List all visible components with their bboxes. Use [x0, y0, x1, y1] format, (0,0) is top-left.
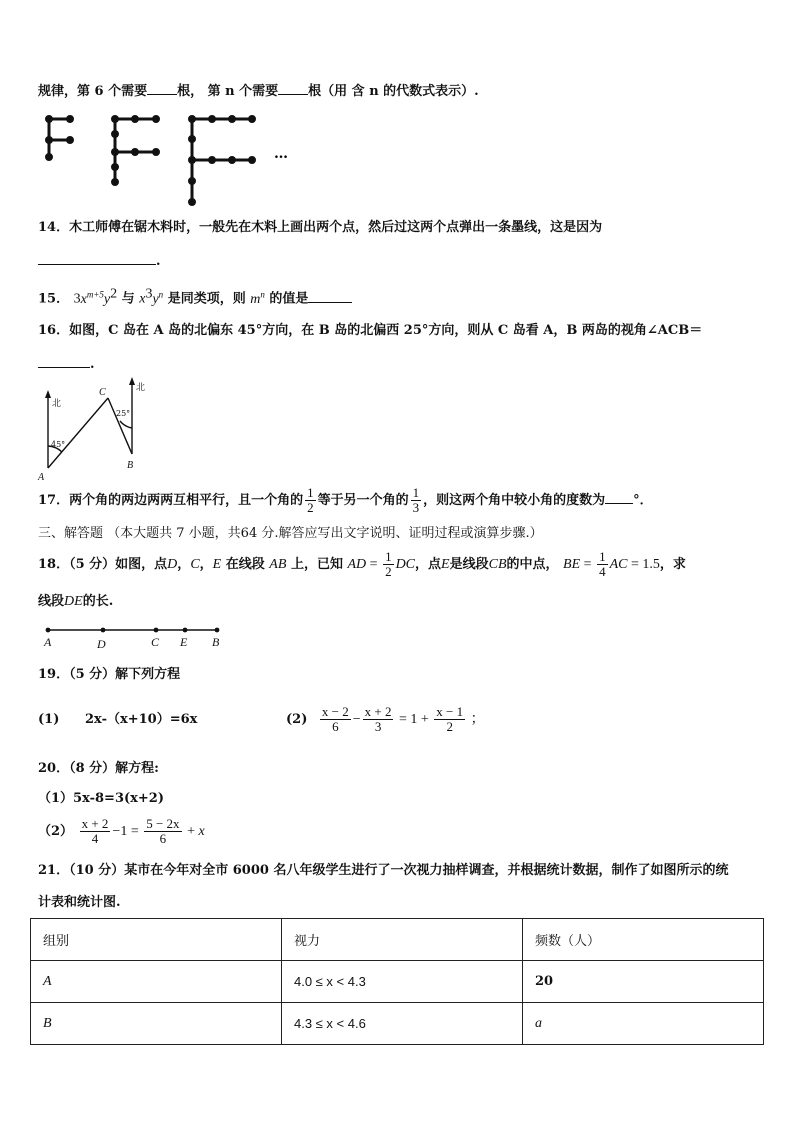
q18-t2: ，点 [415, 557, 442, 572]
cell-frequency: 20 [523, 961, 764, 1003]
point-a-label: A [44, 635, 52, 649]
q15-tail: 的值是 [269, 291, 309, 307]
q19-part2-label: (2) [286, 712, 308, 727]
q18-line2b: 的长. [82, 594, 114, 609]
q19-part1-label: (1) [38, 712, 60, 727]
header-vision: 视力 [282, 919, 523, 961]
q13-post: 根（用 含 n 的代数式表示）. [308, 84, 479, 99]
cell-vision: 4.0 ≤ x < 4.3 [282, 961, 523, 1003]
answer-blank [38, 355, 90, 368]
table-header-row [31, 919, 764, 961]
q14-end: . [156, 254, 161, 269]
section-three-heading: 三、解答题 （本大题共 7 小题，共64 分.解答应写出文字说明、证明过程或演算步骤.） [38, 526, 543, 541]
q19-part1-equation: 2x-（x+10）=6x [85, 712, 198, 727]
q18-line2a: 线段 [38, 594, 65, 609]
point-c-label: C [99, 387, 106, 398]
point-d-label: D [97, 637, 106, 650]
answer-blank [308, 290, 352, 303]
q20-part1: （1）5x-8=3(x+2) [38, 791, 164, 806]
point-b-label: B [212, 635, 220, 649]
q20-part2-label: （2） [38, 824, 74, 839]
q19-title: 19．（5 分）解下列方程 [38, 667, 181, 682]
island-bearing-figure [36, 376, 156, 484]
q20-title: 20．（8 分）解方程: [38, 761, 159, 776]
q13-mid: 根， 第 n 个需要 [177, 84, 279, 99]
q15-text: 15． $3x^{m+5}y^2$ 与 $x^3y^n$ 是同类项，则 $m^n$ 的值是 [38, 285, 352, 309]
table-row [31, 1003, 764, 1045]
point-c-label: C [151, 635, 160, 649]
q18-t3: 是线段 [449, 557, 489, 572]
q18-text-line2: 线段DE的长. [38, 594, 114, 609]
fraction-one-half: $\frac{1}{2}$ [307, 485, 314, 515]
segment-figure [40, 622, 230, 650]
cell-group: B [31, 1003, 282, 1045]
q15-num: 15． [38, 291, 70, 307]
q17-end: °． [633, 493, 653, 508]
cell-group: A [31, 961, 282, 1003]
q17-post: ，则这两个角中较小角的度数为 [423, 493, 606, 508]
table-row [31, 961, 764, 1003]
matchstick-figure [40, 112, 300, 207]
q13-pre: 规律，第 6 个需要 [38, 84, 148, 99]
q17-text [38, 486, 653, 516]
q18-text: 18．（5 分）如图，点D，C，E 在线段 AB 上，已知 AD = $\frac{1}{2}$ DC，点E是线段CB的中点， BE = $\frac{1}{4}$ AC = 1.5，求 [38, 549, 686, 579]
point-a-label: A [38, 472, 45, 483]
q21-text-line1: 21．（10 分）某市在今年对全市 6000 名八年级学生进行了一次视力抽样调查，并根据统计数据，制作了如图所示的统 [38, 863, 729, 878]
ellipsis: … [274, 146, 288, 162]
q19-part2: (2) $\frac{x - 2}{6}$ − $\frac{x + 2}{3}$ = 1 + $\frac{x - 1}{2}$ ； [286, 704, 485, 734]
q14-text: 14．木工师傅在锯木料时，一般先在木料上画出两个点，然后过这两个点弹出一条墨线，这是因为 [38, 220, 603, 235]
fraction-one-third: $\frac{1}{3}$ [412, 485, 420, 515]
q15-post: 是同类项，则 [167, 291, 246, 307]
cell-vision: 4.3 ≤ x < 4.6 [282, 1003, 523, 1045]
cell-frequency: a [523, 1003, 764, 1045]
north-label-b: 北 [136, 383, 146, 393]
q20-part2: （2） $\frac{x + 2}{4}$ −1 = $\frac{5 - 2x}{6}$ + x [38, 816, 205, 846]
q14-answer-line [38, 252, 161, 271]
answer-blank [147, 82, 177, 95]
header-group: 组别 [31, 919, 282, 961]
q13-text [38, 82, 479, 101]
q18-t4: 的中点， [506, 557, 559, 572]
q16-end: . [90, 357, 95, 372]
q16-answer-line [38, 355, 95, 374]
point-e-label: E [180, 635, 188, 649]
point-b-label: B [127, 460, 134, 471]
q21-text-line2: 计表和统计图. [38, 895, 121, 910]
q16-text: 16．如图，C 岛在 A 岛的北偏东 45°方向，在 B 岛的北偏西 25°方向，则从 C 岛看 A，B 两岛的视角∠ACB＝ [38, 323, 703, 338]
q17-mid: 等于另一个角的 [317, 493, 409, 508]
answer-blank [278, 82, 308, 95]
header-frequency: 频数（人） [523, 919, 764, 961]
q18-t5: ，求 [659, 557, 686, 572]
q18-t1: 上，已知 [290, 557, 343, 572]
angle-45-label: 45° [51, 440, 66, 449]
answer-blank [38, 252, 156, 265]
q18-pre: 18．（5 分）如图，点 [38, 557, 168, 572]
q15-mid: 与 [121, 291, 135, 307]
vision-frequency-table [30, 918, 764, 1045]
answer-blank [605, 491, 633, 504]
angle-25-label: 25° [116, 409, 131, 418]
north-label-a: 北 [52, 399, 62, 409]
q17-pre: 17．两个角的两边两两互相平行，且一个角的 [38, 493, 304, 508]
